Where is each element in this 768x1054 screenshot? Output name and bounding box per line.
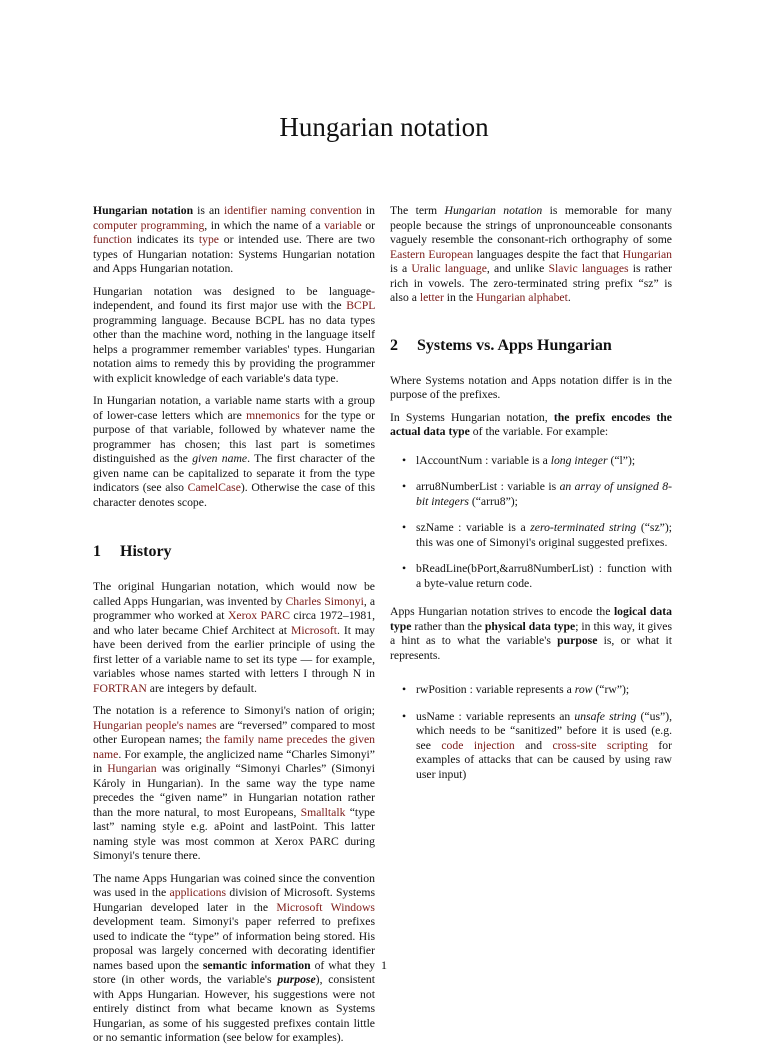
link-bcpl[interactable]: BCPL — [346, 299, 375, 312]
list-item: • rwPosition : variable represents a row (“rw”); — [390, 683, 672, 698]
link-hungarian-peoples-names[interactable]: Hungarian people's names — [93, 718, 217, 732]
list-item: • szName : variable is a zero-terminated string (“sz”); this was one of Simonyi's original suggested prefixes. — [390, 521, 672, 550]
link-identifier-naming-convention[interactable]: identifier naming convention — [224, 204, 362, 217]
link-hungarian[interactable]: Hungarian — [107, 762, 157, 775]
link-fortran[interactable]: FORTRAN — [93, 681, 147, 695]
section-1-heading: 1 History — [93, 543, 172, 560]
history-paragraph-4: The term Hungarian notation is memorable for many people because the strings of unpronounceable consonants vaguely resemble the consonant-rich orthography of some Eastern European languages despite the fact that Hungarian is a Uralic language, and unlike Slavic languages is rather rich in vowels. The zero-terminated string prefix “sz” is also a letter in the Hungarian alphabet. — [390, 204, 673, 304]
right-column — [390, 204, 672, 796]
link-cross-site-scripting[interactable]: cross-site scripting — [552, 738, 648, 752]
systems-examples-list — [390, 454, 672, 592]
link-uralic-language[interactable]: Uralic language — [411, 262, 487, 275]
page-number: 1 — [381, 958, 387, 972]
history-paragraph-2: The notation is a reference to Simonyi's nation of origin; Hungarian people's names are “reversed” compared to most other European names; the family name precedes the given name. For example, the anglicized name “Charles Simonyi” in Hungarian was originally “Simonyi Charles” (Simonyi Károly in Hungarian). In the same way the type name precedes the “given name” in Hungarian notation rather than the more natural, to most Europeans, Smalltalk “type last” naming style e.g. aPoint and lastPoint. This latter naming style was most common at Xerox PARC during Simonyi's tenure there. — [93, 704, 375, 862]
link-smalltalk[interactable]: Smalltalk — [300, 805, 346, 819]
link-family-name-precedes[interactable]: the family name precedes the given name — [93, 733, 375, 761]
link-camelcase[interactable]: CamelCase — [187, 481, 241, 494]
link-letter[interactable]: letter — [419, 291, 444, 304]
link-computer-programming[interactable]: computer programming — [93, 218, 205, 232]
link-microsoft-windows[interactable]: Microsoft Windows — [276, 900, 375, 914]
apps-examples-list — [390, 683, 672, 782]
list-item: • lAccountNum : variable is a long integer (“l”); — [390, 454, 672, 469]
systems-apps-paragraph-3: Apps Hungarian notation strives to encode the logical data type rather than the physical data type; in this way, it gives a hint as to what the variable's purpose is, or what it represents. — [390, 605, 673, 662]
link-applications[interactable]: applications — [169, 886, 227, 899]
intro-paragraph-3: In Hungarian notation, a variable name starts with a group of lower-case letters which are mnemonics for the type or purpose of that variable, followed by whatever name the programmer has chosen; this last part is sometimes distinguished as the given name. The first character of the given name can be capitalized to separate it from the type indicators (see also CamelCase). Otherwise the case of this character denotes scope. — [93, 394, 375, 509]
link-code-injection[interactable]: code injection — [441, 738, 515, 752]
history-paragraph-1: The original Hungarian notation, which would now be called Apps Hungarian, was invented by Charles Simonyi, a programmer who worked at Xerox PARC circa 1972–1981, and who later became Chief Architect at Microsoft. It may have been derived from the earlier principle of using the first letter of a variable name to set its type — for example, variables whose names started with letters I through N in FORTRAN are integers by default. — [93, 580, 376, 695]
link-function[interactable]: function — [93, 233, 132, 246]
left-column — [93, 204, 375, 1054]
link-variable[interactable]: variable — [324, 218, 362, 232]
list-item: • arru8NumberList : variable is an array of unsigned 8-bit integers (“arru8”); — [390, 480, 672, 509]
intro-paragraph-1: Hungarian notation is an identifier naming convention in computer programming, in which the name of a variable or function indicates its type or intended use. There are two types of Hungarian notation: Systems Hungarian notation and Apps Hungarian notation. — [93, 204, 376, 275]
systems-apps-paragraph-2: In Systems Hungarian notation, the prefix encodes the actual data type of the variable. For example: — [390, 410, 672, 438]
link-hungarian-language[interactable]: Hungarian — [622, 247, 673, 261]
systems-apps-paragraph-1: Where Systems notation and Apps notation differ is in the purpose of the prefixes. — [390, 373, 672, 401]
section-2-heading: 2 Systems vs. Apps Hungarian — [390, 336, 612, 354]
term-bold: Hungarian notation — [93, 204, 194, 217]
link-microsoft[interactable]: Microsoft — [290, 623, 338, 637]
link-eastern-european[interactable]: Eastern European — [390, 247, 474, 261]
history-paragraph-3: The name Apps Hungarian was coined since the convention was used in the applications division of Microsoft. Systems Hungarian developed later in the Microsoft Windows development team. Simonyi's paper referred to prefixes used to indicate the “type” of information being stored. His proposal was largely concerned with decorating identifier names based upon the semantic information of what they store (in other words, the variable's purpose), consistent with Apps Hungarian. However, his suggestions were not entirely distinct from what became known as Systems Hungarian, as some of his suggested prefixes contain little or no semantic information (see below for examples). — [93, 871, 376, 1044]
list-item: • usName : variable represents an unsafe string (“us”), which needs to be “sanitized” before it is used (e.g. see code injection and cross-site scripting for examples of attacks that can be caused by using raw user input) — [390, 710, 672, 783]
link-slavic-languages[interactable]: Slavic languages — [548, 262, 629, 275]
link-type[interactable]: type — [198, 233, 219, 246]
link-charles-simonyi[interactable]: Charles Simonyi — [285, 594, 364, 608]
list-item: • bReadLine(bPort,&arru8NumberList) : function with a byte-value return code. — [390, 562, 672, 591]
page-title: Hungarian notation — [279, 112, 489, 142]
link-xerox-parc[interactable]: Xerox PARC — [227, 609, 290, 622]
link-mnemonics[interactable]: mnemonics — [246, 408, 300, 422]
intro-paragraph-2: Hungarian notation was designed to be language-independent, and found its first major use with the BCPL programming language. Because BCPL has no data types other than the machine word, nothing in the language itself helps a programmer remember variables' types. Hungarian notation aims to remedy this by providing the programmer with explicit knowledge of each variable's data type. — [93, 284, 375, 385]
link-hungarian-alphabet[interactable]: Hungarian alphabet — [476, 291, 568, 304]
